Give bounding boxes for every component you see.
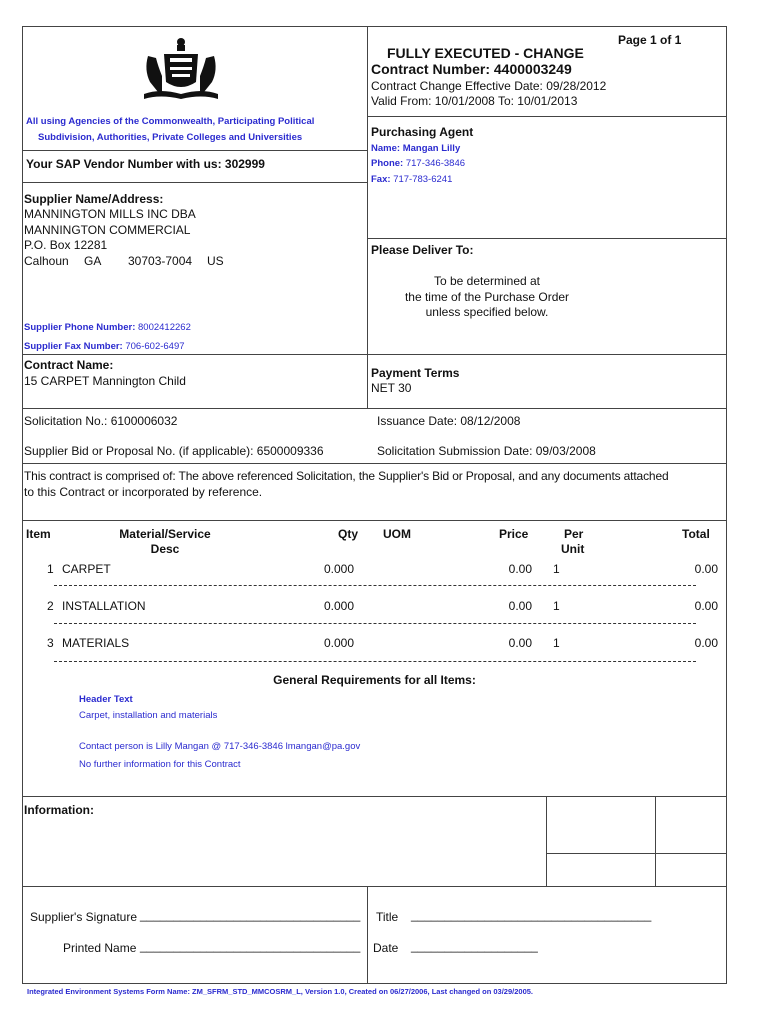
solicitation-number: Solicitation No.: 6100006032 — [24, 414, 178, 428]
agent-phone: Phone: 717-346-3846 — [371, 158, 466, 169]
header-text: Carpet, installation and materials — [79, 710, 218, 721]
signature-divider — [367, 886, 368, 983]
border-left — [22, 26, 23, 984]
contract-name-value: 15 CARPET Mannington Child — [24, 374, 186, 388]
row-per: 1 — [553, 599, 560, 613]
contract-name-label: Contract Name: — [24, 358, 114, 372]
effective-date: Contract Change Effective Date: 09/28/2012 — [371, 79, 607, 93]
supplier-city: Calhoun — [24, 254, 69, 268]
agent-name: Name: Mangan Lilly — [371, 143, 461, 154]
info-divider-2 — [655, 796, 656, 886]
row-price: 0.00 — [508, 562, 532, 576]
rule-solicitation-top — [22, 408, 727, 409]
supplier-fax: Supplier Fax Number: 706-602-6497 — [24, 341, 185, 352]
row-desc: INSTALLATION — [62, 599, 146, 613]
row-total: 0.00 — [694, 636, 718, 650]
row-price: 0.00 — [508, 636, 532, 650]
supplier-line3: P.O. Box 12281 — [24, 238, 108, 252]
page-label: Page 1 of 1 — [618, 33, 682, 47]
payment-terms-value: NET 30 — [371, 381, 412, 395]
rule-info-top — [22, 796, 727, 797]
deliver-line2: the time of the Purchase Order — [404, 290, 570, 304]
rule-table-top — [22, 520, 727, 521]
supplier-label: Supplier Name/Address: — [24, 192, 164, 206]
rule-vendor-bottom — [22, 182, 367, 183]
supplier-state: GA — [84, 254, 102, 268]
header-text-label: Header Text — [79, 694, 133, 705]
col-uom: UOM — [383, 527, 411, 541]
agencies-line2: Subdivision, Authorities, Private Colleges and Universities — [38, 132, 303, 143]
row-per: 1 — [553, 562, 560, 576]
row-item: 1 — [47, 562, 54, 576]
border-right — [726, 26, 727, 984]
row-desc: MATERIALS — [62, 636, 130, 650]
row-qty: 0.000 — [323, 599, 354, 613]
rule-contract-top — [22, 354, 727, 355]
row-total: 0.00 — [694, 599, 718, 613]
agent-title: Purchasing Agent — [371, 125, 474, 139]
info-divider-1 — [546, 796, 547, 886]
border-bottom — [22, 983, 727, 984]
border-top — [22, 26, 727, 27]
row-total: 0.00 — [694, 562, 718, 576]
col-material-2: Desc — [150, 542, 180, 556]
supplier-line2: MANNINGTON COMMERCIAL — [24, 223, 191, 237]
comprised-line1: This contract is comprised of: The above referenced Solicitation, the Supplier's Bid or Proposal, and any documents attached — [24, 469, 669, 483]
supplier-signature-label: Supplier's Signature — [30, 910, 138, 924]
title-label: Title — [376, 910, 399, 924]
date-line[interactable]: ___________________ — [411, 939, 538, 953]
no-further-text: No further information for this Contract — [79, 759, 241, 770]
info-mid-rule — [546, 853, 726, 854]
row-qty: 0.000 — [323, 562, 354, 576]
rule-vendor-top — [22, 150, 367, 151]
row-separator — [54, 623, 696, 624]
rule-comprised-top — [22, 463, 727, 464]
col-price: Price — [499, 527, 529, 541]
contact-text: Contact person is Lilly Mangan @ 717-346-3846 lmangan@pa.gov — [79, 741, 361, 752]
footer-form-name: Integrated Environment Systems Form Name: ZM_SFRM_STD_MMCOSRM_L, Version 1.0, Created on 06/27/2006, Last changed on 03/29/2005. — [27, 987, 533, 996]
agencies-line1: All using Agencies of the Commonwealth, Participating Political — [26, 116, 315, 127]
col-per-1: Per — [564, 527, 584, 541]
row-separator — [54, 661, 696, 662]
col-qty: Qty — [338, 527, 359, 541]
supplier-phone: Supplier Phone Number: 8002412262 — [24, 322, 191, 333]
row-per: 1 — [553, 636, 560, 650]
rule-agent-top — [367, 116, 727, 117]
payment-terms-label: Payment Terms — [371, 366, 460, 380]
issuance-date: Issuance Date: 08/12/2008 — [377, 414, 521, 428]
date-label: Date — [373, 941, 399, 955]
deliver-line3: unless specified below. — [425, 305, 549, 319]
col-item: Item — [26, 527, 51, 541]
comprised-line2: to this Contract or incorporated by reference. — [24, 485, 263, 499]
row-item: 3 — [47, 636, 54, 650]
row-separator — [54, 585, 696, 586]
valid-from: Valid From: 10/01/2008 To: 10/01/2013 — [371, 94, 578, 108]
commonwealth-seal — [140, 36, 222, 102]
title-line[interactable]: ____________________________________ — [411, 908, 652, 922]
general-title: General Requirements for all Items: — [273, 673, 476, 687]
center-divider — [367, 26, 368, 409]
row-item: 2 — [47, 599, 54, 613]
agent-fax: Fax: 717-783-6241 — [371, 174, 453, 185]
deliver-title: Please Deliver To: — [371, 243, 474, 257]
vendor-number: Your SAP Vendor Number with us: 302999 — [26, 157, 265, 171]
doc-status: FULLY EXECUTED - CHANGE — [387, 45, 584, 61]
deliver-line1: To be determined at — [433, 274, 541, 288]
printed-name-line[interactable]: _________________________________ — [140, 939, 361, 953]
col-total: Total — [682, 527, 710, 541]
col-material-1: Material/Service — [119, 527, 211, 541]
information-label: Information: — [24, 803, 94, 817]
rule-signature-top — [22, 886, 727, 887]
row-desc: CARPET — [62, 562, 111, 576]
submission-date: Solicitation Submission Date: 09/03/2008 — [377, 444, 596, 458]
row-qty: 0.000 — [323, 636, 354, 650]
bid-number: Supplier Bid or Proposal No. (if applicable): 6500009336 — [24, 444, 324, 458]
rule-deliver-top — [367, 238, 727, 239]
signature-line[interactable]: _________________________________ — [140, 908, 361, 922]
supplier-line1: MANNINGTON MILLS INC DBA — [24, 207, 196, 221]
supplier-zip: 30703-7004 — [128, 254, 193, 268]
row-price: 0.00 — [508, 599, 532, 613]
supplier-country: US — [207, 254, 224, 268]
printed-name-label: Printed Name — [63, 941, 137, 955]
contract-number: Contract Number: 4400003249 — [371, 61, 572, 77]
col-per-2: Unit — [561, 542, 585, 556]
